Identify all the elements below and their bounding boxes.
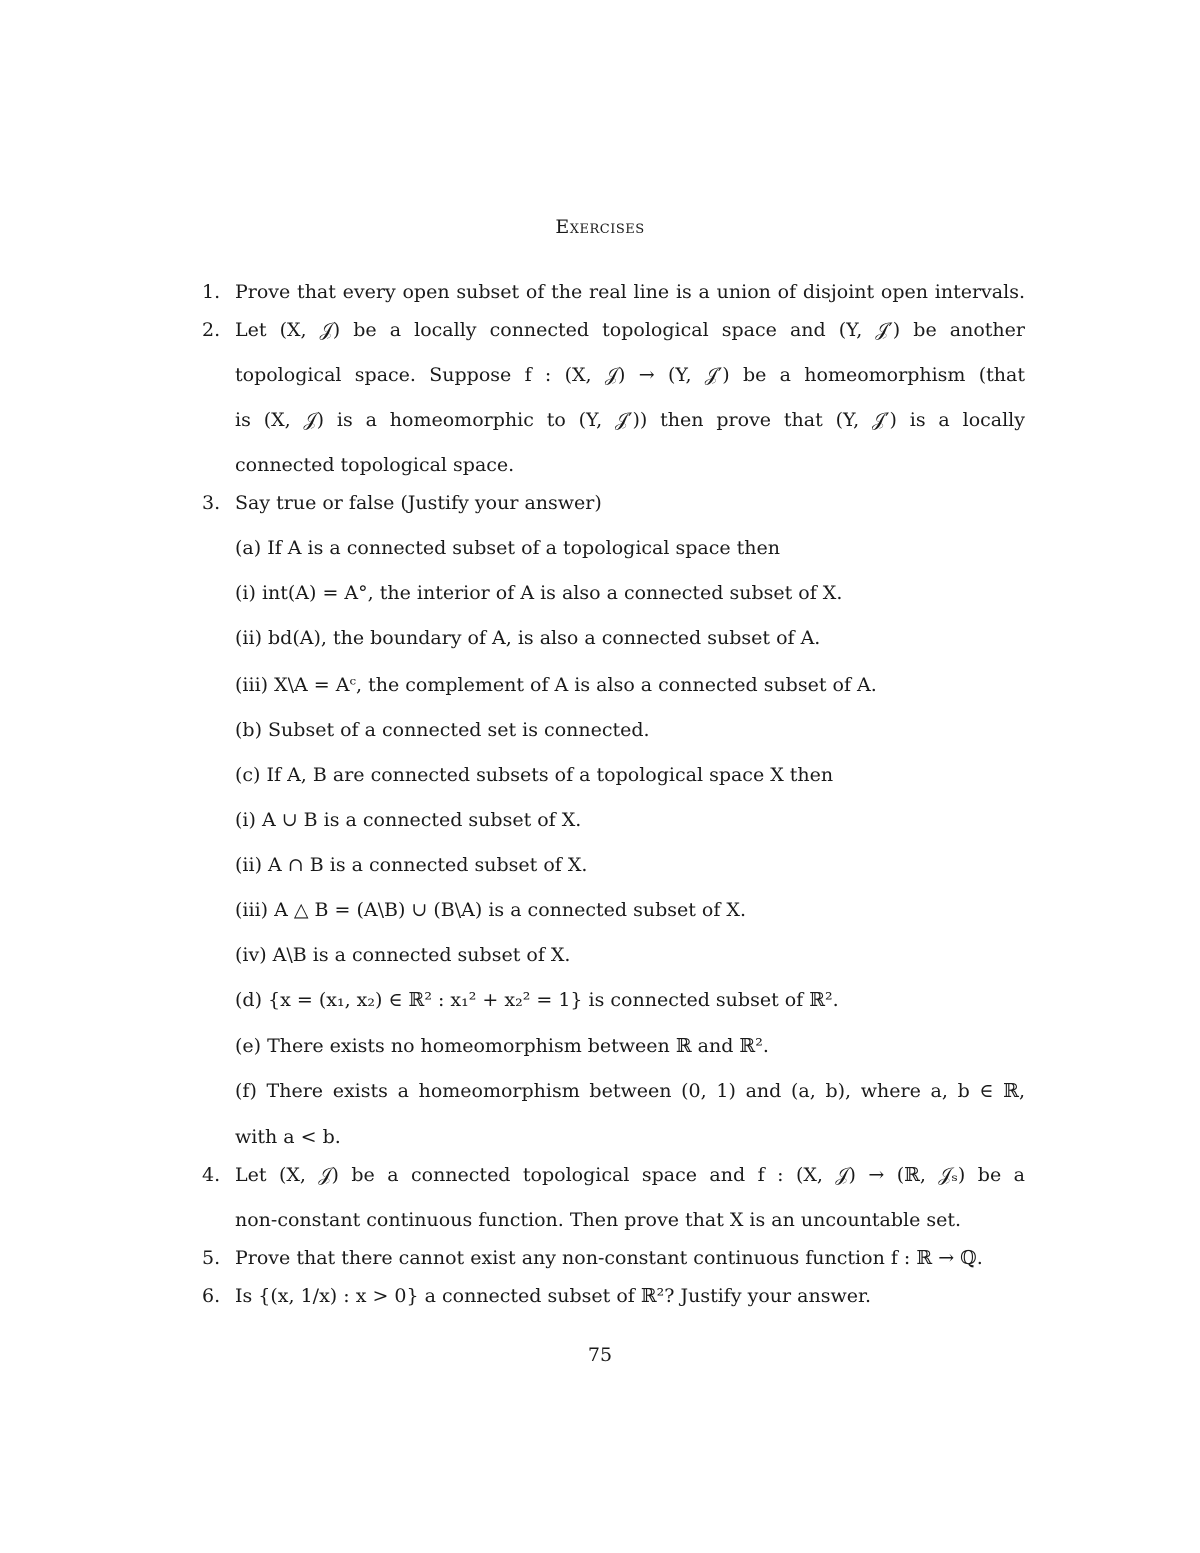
exercise-3a-ii: (ii) bd(A), the boundary of A, is also a connected subset of A. [235, 627, 821, 649]
exercise-6-line-1: Is {(x, 1/x) : x > 0} a connected subset of ℝ²? Justify your answer. [235, 1285, 871, 1307]
exercise-3a-iii: (iii) X\A = Aᶜ, the complement of A is also a connected subset of A. [235, 674, 877, 696]
page-number: 75 [587, 1344, 613, 1366]
exercise-3c: (c) If A, B are connected subsets of a topological space X then [235, 764, 834, 786]
exercise-3d: (d) {x = (x₁, x₂) ∈ ℝ² : x₁² + x₂² = 1} is connected subset of ℝ². [235, 989, 839, 1011]
exercise-number-3: 3. [202, 492, 221, 514]
exercise-3c-ii: (ii) A ∩ B is a connected subset of X. [235, 854, 588, 876]
exercise-3c-i: (i) A ∪ B is a connected subset of X. [235, 809, 582, 831]
page-title: Exercises [555, 216, 645, 238]
exercise-2-line-1: Let (X, 𝒥) be a locally connected topological space and (Y, 𝒥′) be another [235, 319, 1025, 341]
exercise-3a-i: (i) int(A) = A°, the interior of A is also a connected subset of X. [235, 582, 843, 604]
exercise-number-4: 4. [202, 1164, 221, 1186]
exercise-3-line-1: Say true or false (Justify your answer) [235, 492, 602, 514]
exercise-2-line-4: connected topological space. [235, 454, 515, 476]
exercise-number-2: 2. [202, 319, 221, 341]
exercise-number-6: 6. [202, 1285, 221, 1307]
exercise-3b: (b) Subset of a connected set is connected. [235, 719, 650, 741]
exercise-4-line-2: non-constant continuous function. Then prove that X is an uncountable set. [235, 1209, 962, 1231]
exercise-3c-iii: (iii) A △ B = (A\B) ∪ (B\A) is a connected subset of X. [235, 899, 746, 921]
exercise-3f-line-1: (f) There exists a homeomorphism between (0, 1) and (a, b), where a, b ∈ ℝ, [235, 1080, 1025, 1102]
exercise-4-line-1: Let (X, 𝒥) be a connected topological space and f : (X, 𝒥) → (ℝ, 𝒥ₛ) be a [235, 1164, 1025, 1186]
exercise-3f-line-2: with a < b. [235, 1126, 341, 1148]
exercise-5-line-1: Prove that there cannot exist any non-constant continuous function f : ℝ → ℚ. [235, 1247, 983, 1269]
exercise-3e: (e) There exists no homeomorphism between ℝ and ℝ². [235, 1035, 769, 1057]
exercise-number-5: 5. [202, 1247, 221, 1269]
exercise-2-line-2: topological space. Suppose f : (X, 𝒥) → (Y, 𝒥′) be a homeomorphism (that [235, 364, 1025, 386]
exercise-number-1: 1. [202, 281, 221, 303]
exercise-3c-iv: (iv) A\B is a connected subset of X. [235, 944, 571, 966]
exercise-1-line-1: Prove that every open subset of the real line is a union of disjoint open intervals. [235, 281, 1025, 303]
exercise-2-line-3: is (X, 𝒥) is a homeomorphic to (Y, 𝒥′)) then prove that (Y, 𝒥′) is a locally [235, 409, 1025, 431]
exercise-3a: (a) If A is a connected subset of a topological space then [235, 537, 781, 559]
